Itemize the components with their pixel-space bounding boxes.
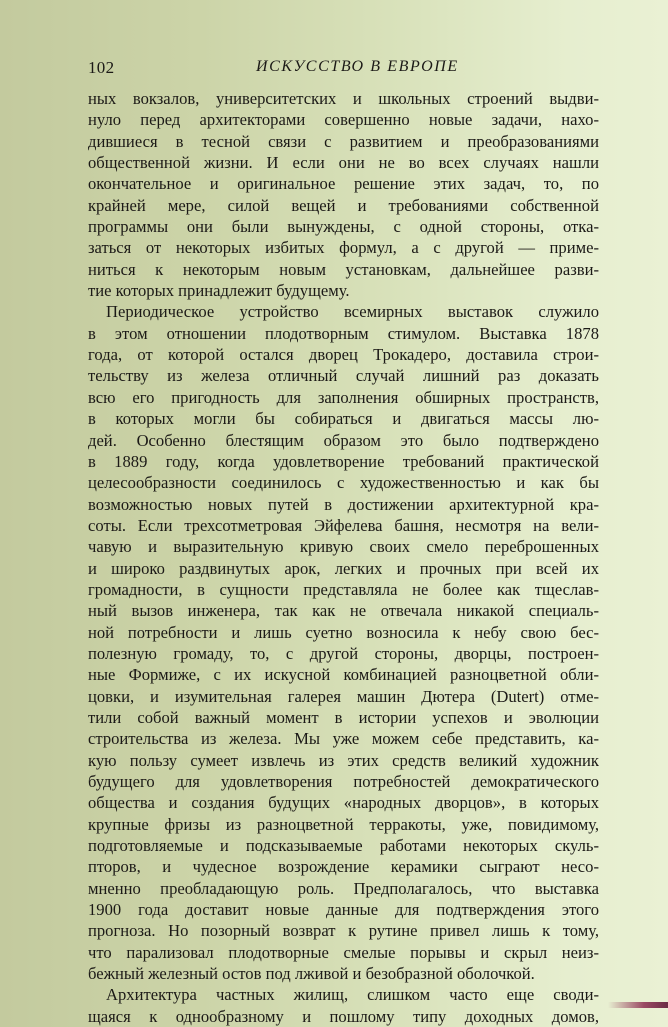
text-line: соты. Если трехсотметровая Эйфелева башня, несмотря на вели-: [88, 515, 599, 535]
text-line: 1900 года доставит новые данные для подтверждения этого: [88, 900, 599, 920]
text-line: ный вызов инженера, так как не отвечала никакой специаль-: [88, 601, 599, 621]
text-line: тие которых принадлежит будущему.: [88, 281, 350, 301]
text-line: целесообразности соединилось с художественностью и как бы: [88, 473, 599, 493]
text-line: громадности, в сущности представляла не более как тщеслав-: [88, 579, 599, 599]
text-line: крупные фризы из разноцветной терракоты, уже, повидимому,: [88, 814, 599, 834]
text-line: в 1889 году, когда удовлетворение требований практической: [88, 451, 599, 471]
text-line: года, от которой остался дворец Трокадеро, доставила строи-: [88, 345, 599, 365]
text-line: чавую и выразительную кривую своих смело переброшенных: [88, 537, 599, 557]
running-title: ИСКУССТВО В ЕВРОПЕ: [256, 58, 459, 75]
paragraph: [88, 301, 599, 984]
text-line: программы они были вынуждены, с одной стороны, отка-: [88, 217, 599, 237]
text-line: строительства из железа. Мы уже можем себе представить, ка-: [88, 729, 599, 749]
text-line: дей. Особенно блестящим образом это было подтверждено: [88, 430, 599, 450]
text-line: крайней мере, силой вещей и требованиями собственной: [88, 195, 599, 215]
text-line: ных вокзалов, университетских и школьных строений выдви-: [88, 89, 599, 108]
text-line: и широко раздвинутых арок, легких и прочных при всей их: [88, 558, 599, 578]
text-line: кую пользу сумеет извлечь из этих средств великий художник: [88, 750, 599, 770]
text-line: нуло перед архитекторами совершенно новые задачи, нахо-: [88, 110, 599, 130]
text-line: прогноза. Но позорный возврат к рутине привел лишь к тому,: [88, 921, 599, 941]
text-line: ные Формиже, с их искусной комбинацией разноцветной обли-: [88, 665, 599, 685]
text-line: пторов, и чудесное возрождение керамики сыграют несо-: [88, 857, 599, 877]
text-line: бежный железный остов под лживой и безобразной оболочкой.: [88, 964, 535, 984]
text-line: что парализовал плодотворные смелые порывы и скрыл неиз-: [88, 942, 599, 962]
paragraph: [88, 88, 599, 301]
text-line: в этом отношении плодотворным стимулом. Выставка 1878: [88, 323, 599, 343]
text-line: будущего для удовлетворения потребностей демократического: [88, 772, 599, 791]
text-line: Периодическое устройство всемирных выставок служило: [106, 302, 599, 322]
text-line: мненно преобладающую роль. Предполагалось, что выставка: [88, 878, 599, 898]
text-line: тельству из железа отличный случай лишний раз доказать: [88, 366, 599, 386]
text-line: дившиеся в тесной связи с развитием и преобразованиями: [88, 131, 599, 151]
text-line: ной потребности и лишь суетно возносила к небу свою бес-: [88, 622, 599, 642]
paragraph: [88, 984, 599, 1027]
page-edge-artifact: [608, 1002, 668, 1008]
body-text: [88, 88, 599, 1027]
text-line: цовки, и изумительная галерея машин Дютера (Dutert) отме-: [88, 686, 599, 706]
text-line: заться от некоторых избитых формул, а с другой — приме-: [88, 238, 599, 258]
text-line: окончательное и оригинальное решение этих задач, то, по: [88, 174, 599, 194]
text-line: в которых могли бы собираться и двигаться массы лю-: [88, 409, 599, 429]
text-line: общества и создания будущих «народных дворцов», в которых: [88, 793, 599, 813]
text-line: возможностью новых путей в достижении архитектурной кра-: [88, 494, 599, 514]
text-line: ниться к некоторым новым установкам, дальнейшее разви-: [88, 259, 599, 279]
text-line: тили собой важный момент в истории успехов и эволюции: [88, 707, 599, 727]
text-line: полезную громаду, то, с другой стороны, дворцы, построен-: [88, 643, 599, 663]
page-number: 102: [88, 58, 115, 77]
text-line: щаяся к однообразному и пошлому типу доходных домов,: [88, 1006, 599, 1026]
text-line: подготовляемые и подсказываемые работами некоторых скуль-: [88, 836, 599, 856]
page-header: [88, 58, 600, 84]
text-line: общественной жизни. И если они не во всех случаях нашли: [88, 153, 599, 173]
text-line: всю его пригодность для заполнения обширных пространств,: [88, 387, 599, 407]
text-line: Архитектура частных жилищ, слишком часто еще своди-: [106, 985, 599, 1005]
